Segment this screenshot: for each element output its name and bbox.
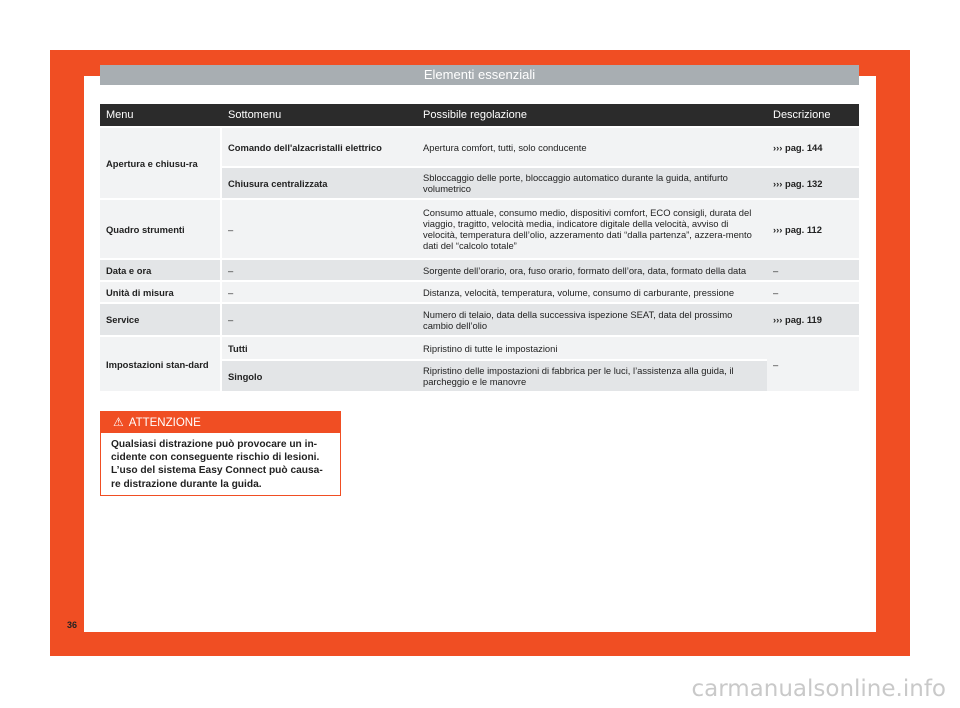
table-row [100, 260, 859, 280]
submenu-cell: – [222, 200, 417, 258]
menu-cell: Quadro strumenti [100, 200, 222, 258]
setting-cell: Ripristino delle impostazioni di fabbrica per le luci, l’assistenza alla guida, il parcheggio e le manovre [417, 361, 767, 391]
setting-cell: Sbloccaggio delle porte, bloccaggio automatico durante la guida, antifurto volumetrico [417, 168, 767, 198]
submenu-cell: – [222, 282, 417, 302]
header-submenu: Sottomenu [222, 104, 417, 126]
header-description: Descrizione [767, 104, 859, 126]
warning-title: ATTENZIONE [128, 417, 201, 429]
menu-cell: Impostazioni stan-dard [100, 337, 222, 391]
menu-cell: Apertura e chiusu-ra [100, 128, 222, 198]
submenu-cell: – [222, 260, 417, 280]
warning-text: Qualsiasi distrazione può provocare un in-cidente con conseguente rischio di lesioni. L’uso del sistema Easy Connect può causa-re distrazione durante la guida. [111, 439, 323, 490]
menu-cell: Data e ora [100, 260, 222, 280]
page-ref-link[interactable]: ››› pag. 132 [767, 168, 859, 198]
menu-cell: Service [100, 304, 222, 335]
description-cell: – [767, 337, 859, 391]
warning-triangle-icon: ⚠ [113, 415, 124, 429]
description-cell: – [767, 282, 859, 302]
submenu-cell: Comando dell'alzacristalli elettrico [222, 128, 417, 166]
table-row [100, 337, 859, 359]
setting-cell: Consumo attuale, consumo medio, dispositivi comfort, ECO consigli, durata del viaggio, tragitto, velocità media, indicatore digitale della velocità, avviso di velocità, temperatura dell’olio, azzeramento dati “dalla partenza”, azzera-mento dati del “calcolo totale” [417, 200, 767, 258]
page-ref-link[interactable]: ››› pag. 144 [767, 128, 859, 166]
table-row [100, 282, 859, 302]
page-ref-link[interactable]: ››› pag. 119 [767, 304, 859, 335]
header-menu: Menu [100, 104, 222, 126]
warning-header [101, 412, 340, 433]
page-ref-link[interactable]: ››› pag. 112 [767, 200, 859, 258]
submenu-cell: – [222, 304, 417, 335]
submenu-cell: Chiusura centralizzata [222, 168, 417, 198]
section-title: Elementi essenziali [100, 65, 859, 85]
setting-cell: Ripristino di tutte le impostazioni [417, 337, 767, 359]
table-row [100, 128, 859, 166]
settings-table [100, 102, 859, 393]
warning-box [100, 411, 341, 496]
submenu-cell: Singolo [222, 361, 417, 391]
table-row [100, 304, 859, 335]
page-number: 36 [67, 620, 78, 630]
submenu-cell: Tutti [222, 337, 417, 359]
watermark: carmanualsonline.info [691, 676, 946, 702]
setting-cell: Numero di telaio, data della successiva ispezione SEAT, data del prossimo cambio dell’olio [417, 304, 767, 335]
description-cell: – [767, 260, 859, 280]
header-setting: Possibile regolazione [417, 104, 767, 126]
table-header-row [100, 104, 859, 126]
table-row [100, 200, 859, 258]
setting-cell: Apertura comfort, tutti, solo conducente [417, 128, 767, 166]
setting-cell: Distanza, velocità, temperatura, volume, consumo di carburante, pressione [417, 282, 767, 302]
setting-cell: Sorgente dell’orario, ora, fuso orario, formato dell’ora, data, formato della data [417, 260, 767, 280]
menu-cell: Unità di misura [100, 282, 222, 302]
